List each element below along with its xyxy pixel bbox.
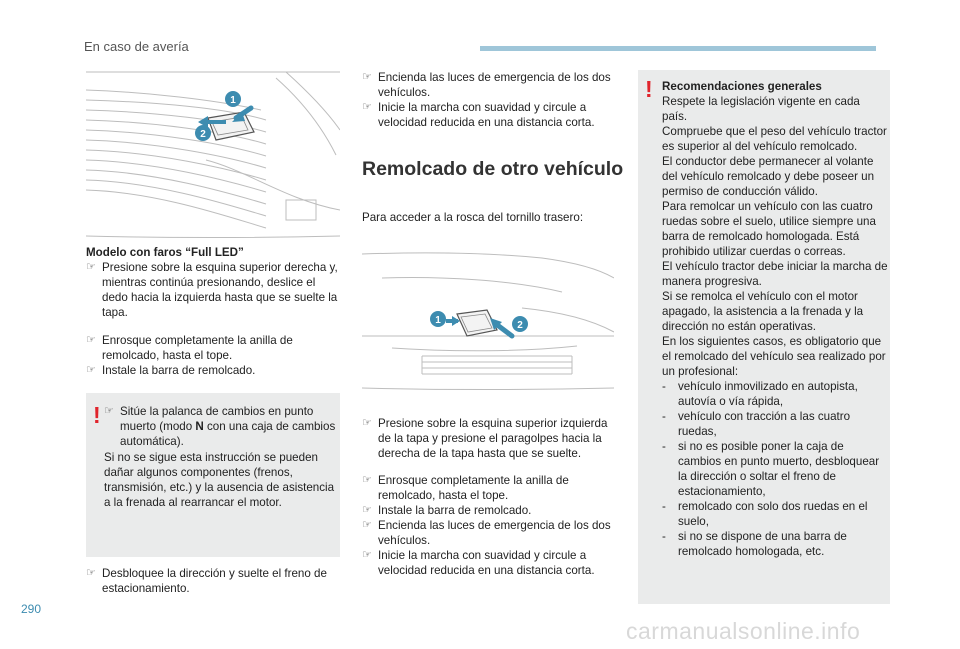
- rear-bumper-illustration: [362, 248, 614, 398]
- finger-pointer-icon: ☞: [362, 549, 372, 561]
- model-heading: Modelo con faros “Full LED”: [86, 246, 244, 259]
- finger-pointer-icon: ☞: [86, 334, 96, 346]
- finger-pointer-icon: ☞: [86, 364, 96, 376]
- list-item: - vehículo con tracción a las cuatro ruedas,: [662, 410, 851, 438]
- list-item: ☞ Instale la barra de remolcado.: [362, 504, 532, 517]
- list-item: ☞ Enrosque completamente la anilla de remolcado, hasta el tope.: [86, 334, 293, 362]
- list-item: - vehículo inmovilizado en autopista, autovía o vía rápida,: [662, 380, 858, 408]
- list-item: ☞ Presione sobre la esquina superior izquierda de la tapa y presione el paragolpes hacia la derecha de la tapa hasta que se suelte.: [362, 417, 608, 460]
- header-bar: [480, 46, 876, 51]
- finger-pointer-icon: ☞: [86, 567, 96, 579]
- list-item: ☞ Sitúe la palanca de cambios en punto muerto (modo N con una caja de cambios automática).: [104, 405, 336, 448]
- finger-pointer-icon: ☞: [362, 101, 372, 113]
- exclamation-icon: !: [93, 402, 101, 428]
- left-column-bottom: [86, 566, 341, 596]
- list-item: ☞ Encienda las luces de emergencia de los dos vehículos.: [362, 519, 611, 547]
- front-bumper-illustration: [86, 70, 340, 240]
- page-number: 290: [21, 602, 42, 616]
- recommendations-text: Recomendaciones generales Respete la legislación vigente en cada país. Compruebe que el peso del vehículo tractor es superior al del vehículo remolcado. El conductor debe permanecer al volante del vehículo remolcado y debe poseer un permiso de conducción válido. Para remolcar un vehículo con las cuatro ruedas sobre el suelo, utilice siempre una barra de remolcado homologada. Está prohibido utilizar cuerdas o correas. El vehículo tractor debe iniciar la marcha de manera progresiva. Si se remolca el vehículo con el motor apagado, la asistencia a la frenada y la dirección no están operativas. En los siguientes casos, es obligatorio que el remolcado del vehículo sea realizado por un profesional: - vehículo inmovilizado en autopista, autovía o vía rápida, - vehículo con tracción a las cuatro ruedas, - si no es posible poner la caja de cambios en punto muerto, desbloquear la dirección o soltar el freno de estacionamiento, - remolcado con solo dos ruedas en el suelo, - si no se dispone de una barra de remolcado homologada, etc.: [662, 80, 888, 558]
- finger-pointer-icon: ☞: [86, 261, 96, 273]
- list-item: ☞ Presione sobre la esquina superior derecha y, mientras continúa presionando, deslice el dedo hacia la izquierda hasta que se suelte la tapa.: [86, 261, 338, 319]
- list-item: - remolcado con solo dos ruedas en el suelo,: [662, 500, 868, 528]
- recommendations-title: Recomendaciones generales: [662, 80, 822, 93]
- list-item: ☞ Inicie la marcha con suavidad y circule a velocidad reducida en una distancia corta.: [362, 549, 595, 577]
- svg-text:2: 2: [200, 129, 206, 140]
- left-column: [86, 245, 341, 378]
- list-item: - si no se dispone de una barra de remolcado homologada, etc.: [662, 530, 847, 558]
- svg-text:1: 1: [230, 95, 236, 106]
- list-item: ☞ Enrosque completamente la anilla de remolcado, hasta el tope.: [362, 474, 569, 502]
- finger-pointer-icon: ☞: [362, 504, 372, 516]
- finger-pointer-icon: ☞: [362, 519, 372, 531]
- list-item: ☞ Inicie la marcha con suavidad y circule a velocidad reducida en una distancia corta.: [362, 101, 595, 129]
- list-item: ☞ Instale la barra de remolcado.: [86, 364, 256, 377]
- list-item: ☞ Encienda las luces de emergencia de los dos vehículos.: [362, 71, 611, 99]
- exclamation-icon: !: [645, 76, 653, 102]
- middle-steps: [362, 416, 614, 578]
- finger-pointer-icon: ☞: [362, 71, 372, 83]
- section-heading: Remolcado de otro vehículo: [362, 158, 624, 180]
- watermark: carmanualsonline.info: [626, 618, 861, 644]
- middle-top: [362, 70, 614, 130]
- intro-text: Para acceder a la rosca del tornillo trasero:: [362, 211, 584, 224]
- warning-text: ☞ Sitúe la palanca de cambios en punto muerto (modo N con una caja de cambios automática). Si no se sigue esta instrucción se pueden dañar algunos componentes (frenos, transmisión, etc.) y la ausencia de asistencia a la frenada al rearrancar el motor.: [104, 405, 336, 509]
- finger-pointer-icon: ☞: [362, 474, 372, 486]
- svg-text:2: 2: [517, 320, 523, 331]
- list-item: ☞ Desbloquee la dirección y suelte el freno de estacionamiento.: [86, 567, 327, 595]
- finger-pointer-icon: ☞: [104, 405, 114, 417]
- list-item: - si no es posible poner la caja de cambios en punto muerto, desbloquear la dirección o soltar el freno de estacionamiento,: [662, 440, 880, 498]
- finger-pointer-icon: ☞: [362, 417, 372, 429]
- svg-text:1: 1: [435, 315, 441, 326]
- section-header: En caso de avería: [84, 39, 189, 54]
